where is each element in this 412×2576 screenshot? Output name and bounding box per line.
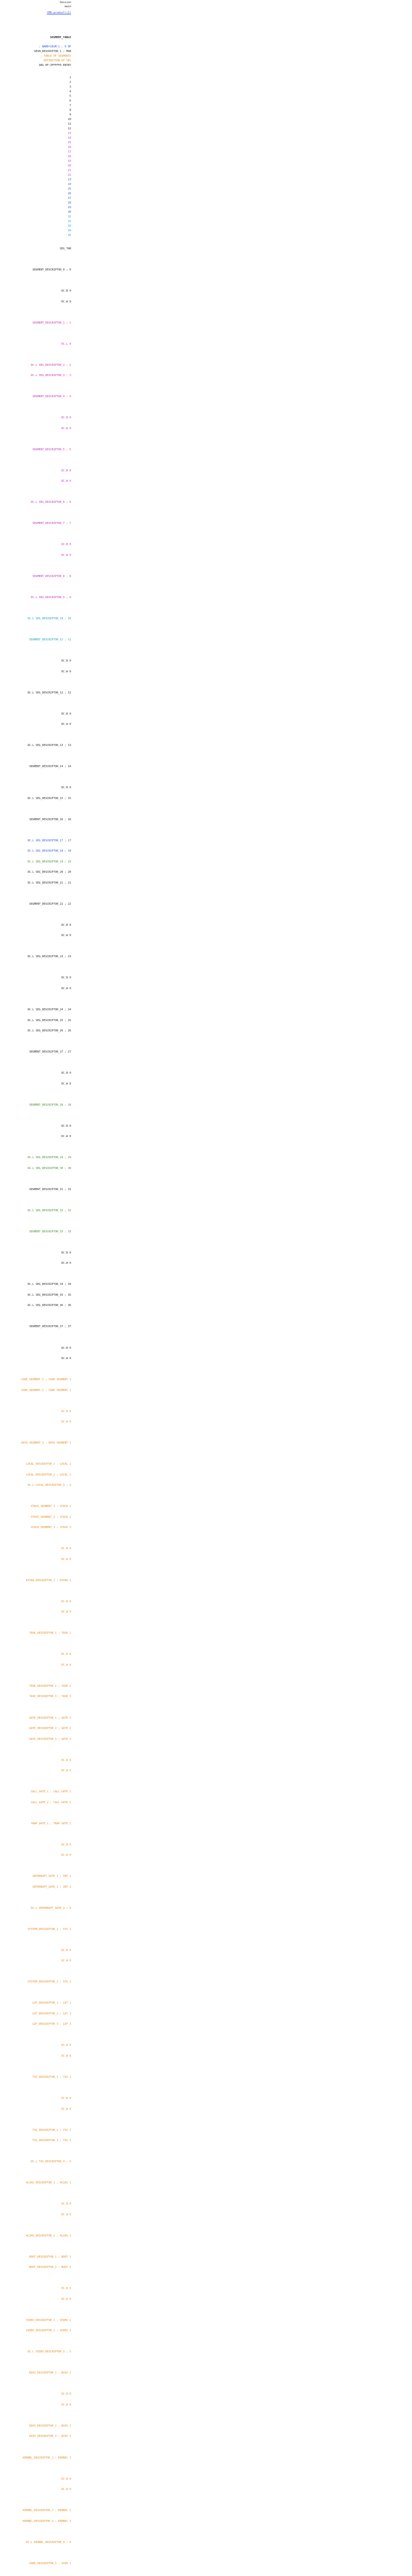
code-line: STACK_SEGMENT_1 ; STACK 1 — [30, 1505, 71, 1508]
code-line: DC.L SEG_DESCRIPTOR_32 ; 32 — [27, 1209, 71, 1212]
code-line: DC.W 0 — [61, 1135, 71, 1138]
code-line: DC.B 0 — [61, 924, 71, 927]
code-line: DC.W 0 — [61, 427, 71, 430]
code-line: VIDEO_DESCRIPTOR_1 ; VIDEO 1 — [26, 2319, 71, 2322]
code-line: SEGMENT_DESCRIPTOR_1 ; 1 — [32, 321, 71, 325]
code-line: SEGMENT_DESCRIPTOR_14 ; 14 — [29, 765, 71, 768]
code-line: DC.L INTERRUPT_GATE_3 ; 3 — [30, 1907, 71, 1910]
code-line: ALIAS_DESCRIPTOR_1 ; ALIAS 1 — [26, 2181, 71, 2184]
code-line: DC.B 0 — [61, 976, 71, 979]
session-label: Session — [60, 1, 71, 4]
code-line: DC.W 0 — [61, 1959, 71, 1962]
code-line: DC.B 0 — [61, 2097, 71, 2100]
code-line: SEGMENT_DESCRIPTOR_4 ; 4 — [32, 395, 71, 398]
code-line: DC.L SEG_DESCRIPTOR_17 ; 17 — [27, 839, 71, 842]
line-number: 32 — [67, 220, 71, 223]
code-line: DC.B 0 — [61, 1653, 71, 1656]
line-number: 7 — [69, 104, 71, 107]
code-line: SEGMENT_DESCRIPTOR_31 ; 31 — [29, 1188, 71, 1191]
code-line: DC.L SEG_DESCRIPTOR_36 ; 36 — [27, 1304, 71, 1307]
intro-line: ; NAME=SEGM_1 ; 0 0F — [39, 45, 71, 48]
line-number: 3 — [69, 86, 71, 89]
code-line: BIOS_DESCRIPTOR_1 ; BIOS 1 — [29, 2371, 71, 2375]
code-line: DC.L 0 — [61, 343, 71, 346]
code-line: DC.W 0 — [61, 2055, 71, 2058]
code-line: DC.W 0 — [61, 670, 71, 673]
code-line: DC.B 0 — [61, 1125, 71, 1128]
code-line: DC.W 0 — [61, 2213, 71, 2216]
code-line: SEGMENT_DESCRIPTOR_27 ; 27 — [29, 1050, 71, 1054]
code-line: KERNEL_DESCRIPTOR_3 ; KERNEL 3 — [23, 2520, 71, 2523]
code-line: DC.L VIDEO_DESCRIPTOR_3 ; 3 — [27, 2350, 71, 2353]
code-line: DC.L SEG_DESCRIPTOR_3 ; 3 — [30, 374, 71, 377]
code-line: DC.W 0 — [61, 1558, 71, 1561]
code-line: STACK_SEGMENT_2 ; STACK 2 — [30, 1516, 71, 1519]
code-line: DC.B 0 — [61, 659, 71, 663]
code-line: LDT_DESCRIPTOR_2 ; LDT 2 — [32, 2012, 71, 2015]
code-line: DC.W 0 — [61, 554, 71, 557]
code-line: DC.W 0 — [61, 934, 71, 937]
code-line: DC.L SEG_DESCRIPTOR_19 ; 19 — [27, 860, 71, 863]
code-line: SEGMENT_DESCRIPTOR_33 ; 33 — [29, 1230, 71, 1233]
code-line: DC.W 0 — [61, 1854, 71, 1857]
code-line: CODE_SEGMENT_2 ; CODE SEGMENT 2 — [21, 1389, 71, 1392]
code-line: SEGMENT_DESCRIPTOR_8 ; 8 — [32, 575, 71, 578]
code-line: SYSTEM_DESCRIPTOR_2 ; SYS 2 — [27, 1980, 71, 1984]
code-line: SEGMENT_DESCRIPTOR_5 ; 5 — [32, 448, 71, 451]
code-line: DC.L LOCAL_DESCRIPTOR_3 ; 3 — [27, 1484, 71, 1487]
code-line: DC.W 0 — [61, 1420, 71, 1423]
code-line: DC.L SEG_DESCRIPTOR_35 ; 35 — [27, 1294, 71, 1297]
code-line: CALL_GATE_1 ; CALL GATE 1 — [30, 1790, 71, 1793]
code-line: DC.W 0 — [61, 2403, 71, 2406]
code-line: DC.B 0 — [61, 1072, 71, 1075]
line-number: 6 — [69, 99, 71, 103]
code-line: DC.W 0 — [61, 1357, 71, 1360]
code-line: DC.B 0 — [61, 786, 71, 789]
code-line: DC.L SEG_DESCRIPTOR_21 ; 21 — [27, 882, 71, 885]
code-line: DC.B 0 — [61, 1547, 71, 1550]
code-listing-panel — [0, 0, 74, 2576]
code-line: DC.L SEG_DESCRIPTOR_24 ; 24 — [27, 1008, 71, 1011]
line-number: 24 — [67, 183, 71, 186]
code-line: DC.L KERNEL_DESCRIPTOR_4 ; 4 — [26, 2541, 71, 2544]
code-line: DC.B 0 — [61, 1600, 71, 1603]
listing-title: SEGMENT_TABLE — [50, 36, 71, 39]
code-line: BOOT_DESCRIPTOR_2 ; BOOT 2 — [29, 2266, 71, 2269]
line-number: 25 — [67, 188, 71, 191]
code-line: INTERRUPT_GATE_1 ; INT 1 — [32, 1875, 71, 1878]
code-line: KERNEL_DESCRIPTOR_1 ; KERNEL 1 — [23, 2456, 71, 2460]
code-line: DC.W 0 — [61, 1262, 71, 1265]
code-line: DC.L SEG_DESCRIPTOR_13 ; 13 — [27, 744, 71, 747]
code-line: DC.W 0 — [61, 1664, 71, 1667]
line-number: 1 — [69, 76, 71, 79]
code-line: DC.B 0 — [61, 469, 71, 472]
code-line: DC.L SEG_DESCRIPTOR_30 ; 30 — [27, 1167, 71, 1170]
intro-line: SEGM_DESCRIPTOR_1 ; MSB — [34, 50, 71, 53]
code-line: DC.B 0 — [61, 416, 71, 419]
line-number: 35 — [67, 234, 71, 237]
line-number: 20 — [67, 164, 71, 167]
line-number: 34 — [67, 229, 71, 232]
code-line: TSS_DESCRIPTOR_2 ; TSS 2 — [32, 2129, 71, 2132]
code-line: DC.L SEG_DESCRIPTOR_20 ; 20 — [27, 871, 71, 874]
code-line: TASK_DESCRIPTOR_1 ; TASK 1 — [29, 1632, 71, 1635]
line-number: 28 — [67, 201, 71, 205]
code-line: DC.L SEG_DESCRIPTOR_10 ; 10 — [27, 617, 71, 620]
code-line: SEGMENT_DESCRIPTOR_28 ; 28 — [29, 1104, 71, 1107]
line-number: 2 — [69, 81, 71, 84]
code-line: DC.B 0 — [61, 2393, 71, 2396]
line-number: 22 — [67, 174, 71, 177]
code-line: DC.W 0 — [61, 1082, 71, 1086]
code-line: DC.L SEG_DESCRIPTOR_12 ; 12 — [27, 691, 71, 694]
code-line: KERNEL_DESCRIPTOR_2 ; KERNEL 2 — [23, 2509, 71, 2512]
code-line: LDT_DESCRIPTOR_3 ; LDT 3 — [32, 2023, 71, 2026]
code-line: SEGMENT_DESCRIPTOR_22 ; 22 — [29, 903, 71, 906]
code-line: DC.B 0 — [61, 2478, 71, 2481]
code-line: DC.L SEG_DESCRIPTOR_9 ; 9 — [30, 596, 71, 599]
code-line: ALIAS_DESCRIPTOR_2 ; ALIAS 2 — [26, 2234, 71, 2238]
code-line: DC.B 0 — [61, 1949, 71, 1952]
code-line: DC.L SEG_DESCRIPTOR_2 ; 2 — [30, 364, 71, 367]
line-number: 19 — [67, 160, 71, 163]
code-line: DC.W 0 — [61, 2488, 71, 2491]
code-line: SEGMENT_DESCRIPTOR_7 ; 7 — [32, 522, 71, 525]
code-line: SEGMENT_DESCRIPTOR_37 ; 37 — [29, 1325, 71, 1328]
line-number: 30 — [67, 211, 71, 214]
code-line: DC.B 0 — [61, 2044, 71, 2047]
code-line: DC.B 0 — [61, 1251, 71, 1255]
line-number: 9 — [69, 113, 71, 116]
code-line: TSS_DESCRIPTOR_1 ; TSS 1 — [32, 2076, 71, 2079]
line-number: 14 — [67, 137, 71, 140]
branch-label: main — [64, 5, 71, 8]
line-number: 5 — [69, 95, 71, 98]
line-number: 26 — [67, 192, 71, 195]
code-line: LOCAL_DESCRIPTOR_2 ; LOCAL 2 — [26, 1473, 71, 1477]
intro-line: DEFINITION OF SEG — [43, 59, 71, 62]
code-line: DC.B 0 — [61, 1759, 71, 1762]
intro-line: ; TABLE OF SEGMENTS — [40, 55, 71, 58]
code-line: DC.L TSS_DESCRIPTOR_4 ; 4 — [30, 2160, 71, 2163]
line-number: 33 — [67, 225, 71, 228]
code-line: DC.L SEG_DESCRIPTOR_15 ; 15 — [27, 797, 71, 800]
code-line: TRAP_GATE_1 ; TRAP GATE 1 — [30, 1822, 71, 1825]
code-line: TASK_DESCRIPTOR_3 ; TASK 3 — [29, 1695, 71, 1698]
line-number: 21 — [67, 169, 71, 172]
code-line: DC.W 0 — [61, 1611, 71, 1614]
code-line: DC.L SEG_DESCRIPTOR_34 ; 34 — [27, 1283, 71, 1286]
line-number: 17 — [67, 150, 71, 154]
code-line: DC.W 0 — [61, 987, 71, 990]
code-line: GATE_DESCRIPTOR_3 ; GATE 3 — [29, 1738, 71, 1741]
code-line: SYSTEM_DESCRIPTOR_1 ; SYS 1 — [27, 1928, 71, 1931]
line-number: 16 — [67, 146, 71, 149]
line-number: 18 — [67, 155, 71, 158]
line-number: 10 — [67, 118, 71, 121]
code-line: DC.B 0 — [61, 2287, 71, 2290]
code-line: DATA_SEGMENT_1 ; DATA SEGMENT 1 — [21, 1442, 71, 1445]
code-line: SEGMENT_DESCRIPTOR_16 ; 16 — [29, 818, 71, 821]
line-number: 27 — [67, 197, 71, 200]
code-line: DC.L SEG_DESCRIPTOR_23 ; 23 — [27, 955, 71, 958]
code-line: SEG_TAB — [60, 247, 71, 250]
line-number: 15 — [67, 141, 71, 144]
code-line: LOCAL_DESCRIPTOR_1 ; LOCAL 1 — [26, 1463, 71, 1466]
code-line: BIOS_DESCRIPTOR_2 ; BIOS 2 — [29, 2425, 71, 2428]
code-line: TASK_DESCRIPTOR_2 ; TASK 2 — [29, 1685, 71, 1688]
code-line: DC.L SEG_DESCRIPTOR_18 ; 18 — [27, 850, 71, 853]
code-line: DC.W 0 — [61, 480, 71, 483]
code-line: DC.B 0 — [61, 713, 71, 716]
code-line: DC.L SEG_DESCRIPTOR_26 ; 26 — [27, 1029, 71, 1032]
empty-canvas — [73, 0, 412, 2576]
code-line: SEGMENT_DESCRIPTOR_11 ; 11 — [29, 638, 71, 641]
line-number: 8 — [69, 109, 71, 112]
code-line: CALL_GATE_2 ; CALL GATE 2 — [30, 1801, 71, 1804]
code-line: DC.B 0 — [61, 1410, 71, 1413]
code-line: LDT_DESCRIPTOR_1 ; LDT 1 — [32, 2002, 71, 2005]
code-line: VIDEO_DESCRIPTOR_2 ; VIDEO 2 — [26, 2329, 71, 2332]
command-link[interactable]: CMD.prodcoll(1) — [47, 11, 71, 14]
code-line: DC.L SEG_DESCRIPTOR_29 ; 29 — [27, 1156, 71, 1159]
code-line: DC.W 0 — [61, 723, 71, 726]
code-line: DC.W 0 — [61, 300, 71, 303]
line-number: 4 — [69, 90, 71, 93]
code-line: DC.L SEG_DESCRIPTOR_6 ; 6 — [30, 501, 71, 504]
code-line: DC.B 0 — [61, 1843, 71, 1846]
line-number: 11 — [67, 123, 71, 126]
code-line: DC.B 0 — [61, 290, 71, 293]
code-line: BIOS_DESCRIPTOR_3 ; BIOS 3 — [29, 2435, 71, 2438]
code-line: CODE_SEGMENT_1 ; CODE SEGMENT 1 — [21, 1378, 71, 1381]
code-line: DC.W 0 — [61, 1769, 71, 1772]
code-line: INTERRUPT_GATE_2 ; INT 2 — [32, 1886, 71, 1889]
code-line: DC.W 0 — [61, 2108, 71, 2111]
code-line: DC.B 0 — [61, 543, 71, 546]
code-line: EXTRA_DESCRIPTOR_1 ; EXTRA 1 — [26, 1579, 71, 1582]
code-line: GATE_DESCRIPTOR_2 ; GATE 2 — [29, 1727, 71, 1730]
code-line: DC.B 0 — [61, 2202, 71, 2206]
code-line: DC.W 0 — [61, 2298, 71, 2301]
code-line: TSS_DESCRIPTOR_3 ; TSS 3 — [32, 2139, 71, 2142]
code-line: BOOT_DESCRIPTOR_1 ; BOOT 1 — [29, 2256, 71, 2259]
intro-line: ORG 0F:3FFFFF0 ENTRY — [39, 64, 71, 67]
line-number: 12 — [67, 127, 71, 130]
code-line: USER_DESCRIPTOR_1 ; USER 1 — [29, 2562, 71, 2565]
code-line: SEGMENT_DESCRIPTOR_0 ; 0 — [32, 268, 71, 272]
code-line: DC.L SEG_DESCRIPTOR_25 ; 25 — [27, 1019, 71, 1022]
code-line: STACK_SEGMENT_3 ; STACK 3 — [30, 1526, 71, 1529]
line-number: 31 — [67, 215, 71, 218]
line-number: 13 — [67, 132, 71, 135]
code-line: DC.B 0 — [61, 1347, 71, 1350]
line-number: 29 — [67, 206, 71, 209]
line-number: 23 — [67, 178, 71, 181]
code-line: GATE_DESCRIPTOR_1 ; GATE 1 — [29, 1717, 71, 1720]
